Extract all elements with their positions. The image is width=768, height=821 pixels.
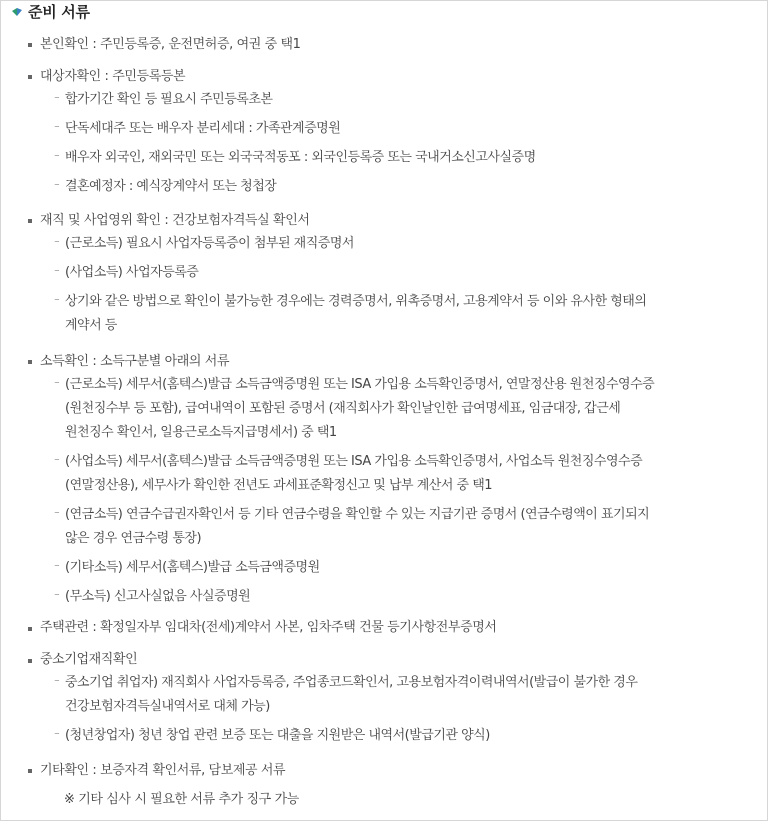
list-item: ⁻ (근로소득) 세무서(홈텍스)발급 소득금액증명원 또는 ISA 가입용 소득확인증명서, 연말정산용 원천징수영수증 — [54, 373, 766, 397]
list-item: ⁻ 중소기업 취업자) 재직회사 사업자등록증, 주업종코드확인서, 고용보험자격이력내역서(발급이 불가한 경우 — [54, 671, 766, 695]
section-heading-identity: 본인확인 : 주민등록증, 운전면허증, 여권 중 택1 — [40, 37, 301, 52]
dash-marker-icon: ⁻ — [54, 180, 60, 193]
list-sme-items — [54, 671, 766, 748]
list-item: ⁻ 결혼예정자 : 예식장계약서 또는 청첩장 — [54, 175, 766, 199]
list-item: ⁻ (기타소득) 세무서(홈텍스)발급 소득금액증명원 — [54, 556, 766, 580]
dash-marker-icon: ⁻ — [54, 508, 60, 521]
bullet-icon — [28, 360, 32, 364]
list-item: ⁻ 단독세대주 또는 배우자 분리세대 : 가족관계증명원 — [54, 117, 766, 141]
bullet-icon — [28, 43, 32, 47]
bullet-icon — [28, 627, 32, 631]
section-title-row — [10, 0, 90, 22]
list-employment-items — [54, 232, 766, 338]
bullet-icon — [28, 659, 32, 663]
list-item: ⁻ 합가기간 확인 등 필요시 주민등록초본 — [54, 88, 766, 112]
dash-marker-icon: ⁻ — [54, 151, 60, 164]
list-item: ⁻ (무소득) 신고사실없음 사실증명원 — [54, 585, 766, 609]
list-item: ⁻ (사업소득) 세무서(홈텍스)발급 소득금액증명원 또는 ISA 가입용 소득확인증명서, 사업소득 원천징수영수증 — [54, 450, 766, 474]
page-title: 준비 서류 — [28, 2, 90, 21]
bullet-icon — [28, 769, 32, 773]
dash-marker-icon: ⁻ — [54, 378, 60, 391]
dash-marker-icon: ⁻ — [54, 295, 60, 308]
list-item-continuation: 건강보험자격득실내역서로 대체 가능) — [65, 699, 270, 714]
dash-marker-icon: ⁻ — [54, 676, 60, 689]
section-heading-income: 소득확인 : 소득구분별 아래의 서류 — [40, 354, 230, 369]
list-item-continuation: (원천징수부 등 포함), 급여내역이 포함된 증명서 (재직회사가 확인날인한 급여명세표, 임금대장, 갑근세 — [65, 401, 621, 416]
list-item: ⁻ 상기와 같은 방법으로 확인이 불가능한 경우에는 경력증명서, 위촉증명서, 고용계약서 등 이와 유사한 형태의 — [54, 290, 766, 314]
dash-marker-icon: ⁻ — [54, 237, 60, 250]
list-item: ⁻ 배우자 외국인, 재외국민 또는 외국국적동포 : 외국인등록증 또는 국내거소신고사실증명 — [54, 146, 766, 170]
section-heading-sme: 중소기업재직확인 — [40, 652, 138, 667]
dash-marker-icon: ⁻ — [54, 590, 60, 603]
list-item: ⁻ (사업소득) 사업자등록증 — [54, 261, 766, 285]
section-heading-employment: 재직 및 사업영위 확인 : 건강보험자격득실 확인서 — [40, 213, 310, 228]
section-heading-housing: 주택관련 : 확정일자부 임대차(전세)계약서 사본, 임차주택 건물 등기사항전부증명서 — [40, 620, 497, 635]
dash-marker-icon: ⁻ — [54, 266, 60, 279]
list-item: ⁻ (근로소득) 필요시 사업자등록증이 첨부된 재직증명서 — [54, 232, 766, 256]
note-text: ※ 기타 심사 시 필요한 서류 추가 징구 가능 — [64, 792, 299, 807]
section-heading-target: 대상자확인 : 주민등록등본 — [40, 69, 186, 84]
list-item-continuation: 원천징수 확인서, 일용근로소득지급명세서) 중 택1 — [65, 425, 337, 440]
bullet-icon — [28, 219, 32, 223]
section-heading-other: 기타확인 : 보증자격 확인서류, 담보제공 서류 — [40, 763, 286, 778]
dash-marker-icon: ⁻ — [54, 122, 60, 135]
leaf-icon — [10, 4, 24, 18]
dash-marker-icon: ⁻ — [54, 93, 60, 106]
list-income-items — [54, 373, 766, 609]
list-target-items — [54, 88, 766, 199]
dash-marker-icon: ⁻ — [54, 455, 60, 468]
dash-marker-icon: ⁻ — [54, 561, 60, 574]
list-item-continuation: 계약서 등 — [65, 318, 117, 333]
list-item: ⁻ (청년창업자) 청년 창업 관련 보증 또는 대출을 지원받은 내역서(발급기관 양식) — [54, 724, 766, 748]
list-item-continuation: 않은 경우 연금수령 통장) — [65, 531, 202, 546]
bullet-icon — [28, 75, 32, 79]
list-item: ⁻ (연금소득) 연금수급권자확인서 등 기타 연금수령을 확인할 수 있는 지급기관 증명서 (연금수령액이 표기되지 — [54, 503, 766, 527]
dash-marker-icon: ⁻ — [54, 729, 60, 742]
list-item-continuation: (연말정산용), 세무사가 확인한 전년도 과세표준확정신고 및 납부 계산서 중 택1 — [65, 478, 493, 493]
